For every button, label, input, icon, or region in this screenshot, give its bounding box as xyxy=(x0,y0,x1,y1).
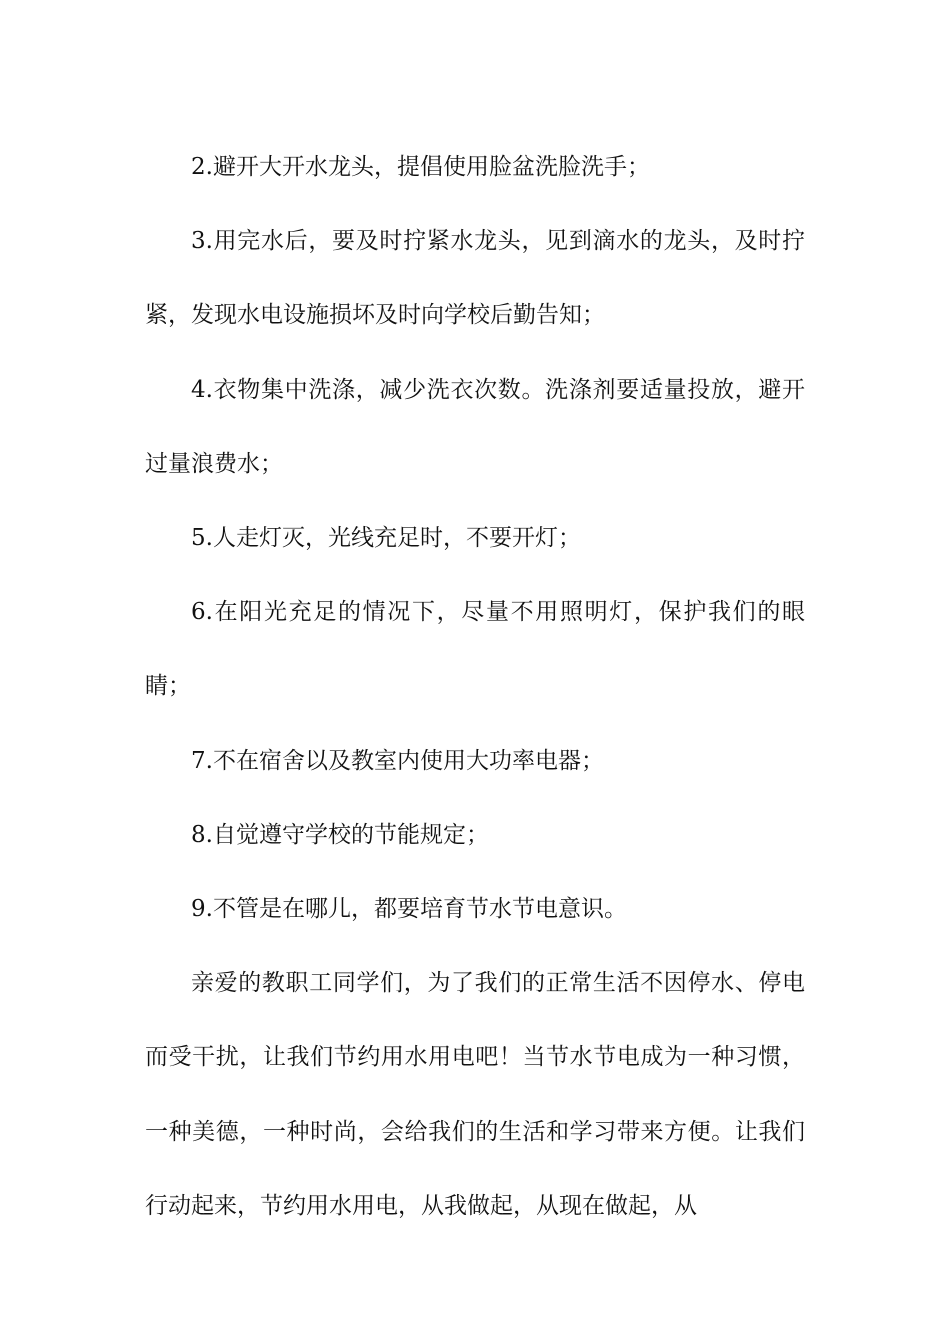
tip-item-5: 5.人走灯灭，光线充足时，不要开灯； xyxy=(191,525,581,552)
tip-item-6: 6.在阳光充足的情况下，尽量不用照明灯，保护我们的眼睛； xyxy=(145,599,805,700)
tip-item-4: 4.衣物集中洗涤，减少洗衣次数。洗涤剂要适量投放，避开过量浪费水； xyxy=(145,376,805,477)
tip-item-8: 8.自觉遵守学校的节能规定； xyxy=(191,821,489,848)
tip-item-7: 7.不在宿舍以及教室内使用大功率电器； xyxy=(191,747,604,774)
tip-item-3: 3.用完水后，要及时拧紧水龙头，见到滴水的龙头，及时拧紧，发现水电设施损坏及时向学校后勤告知； xyxy=(145,228,805,329)
closing-paragraph: 亲爱的教职工同学们，为了我们的正常生活不因停水、停电而受干扰，让我们节约用水用电吧！当节水节电成为一种习惯，一种美德，一种时尚，会给我们的生活和学习带来方便。让我们行动起来，节约用水用电，从我做起，从现在做起，从 xyxy=(145,970,805,1219)
tip-item-2: 2.避开大开水龙头，提倡使用脸盆洗脸洗手； xyxy=(191,154,650,180)
tip-item-9: 9.不管是在哪儿，都要培育节水节电意识。 xyxy=(191,896,627,923)
document-body xyxy=(145,130,805,1243)
